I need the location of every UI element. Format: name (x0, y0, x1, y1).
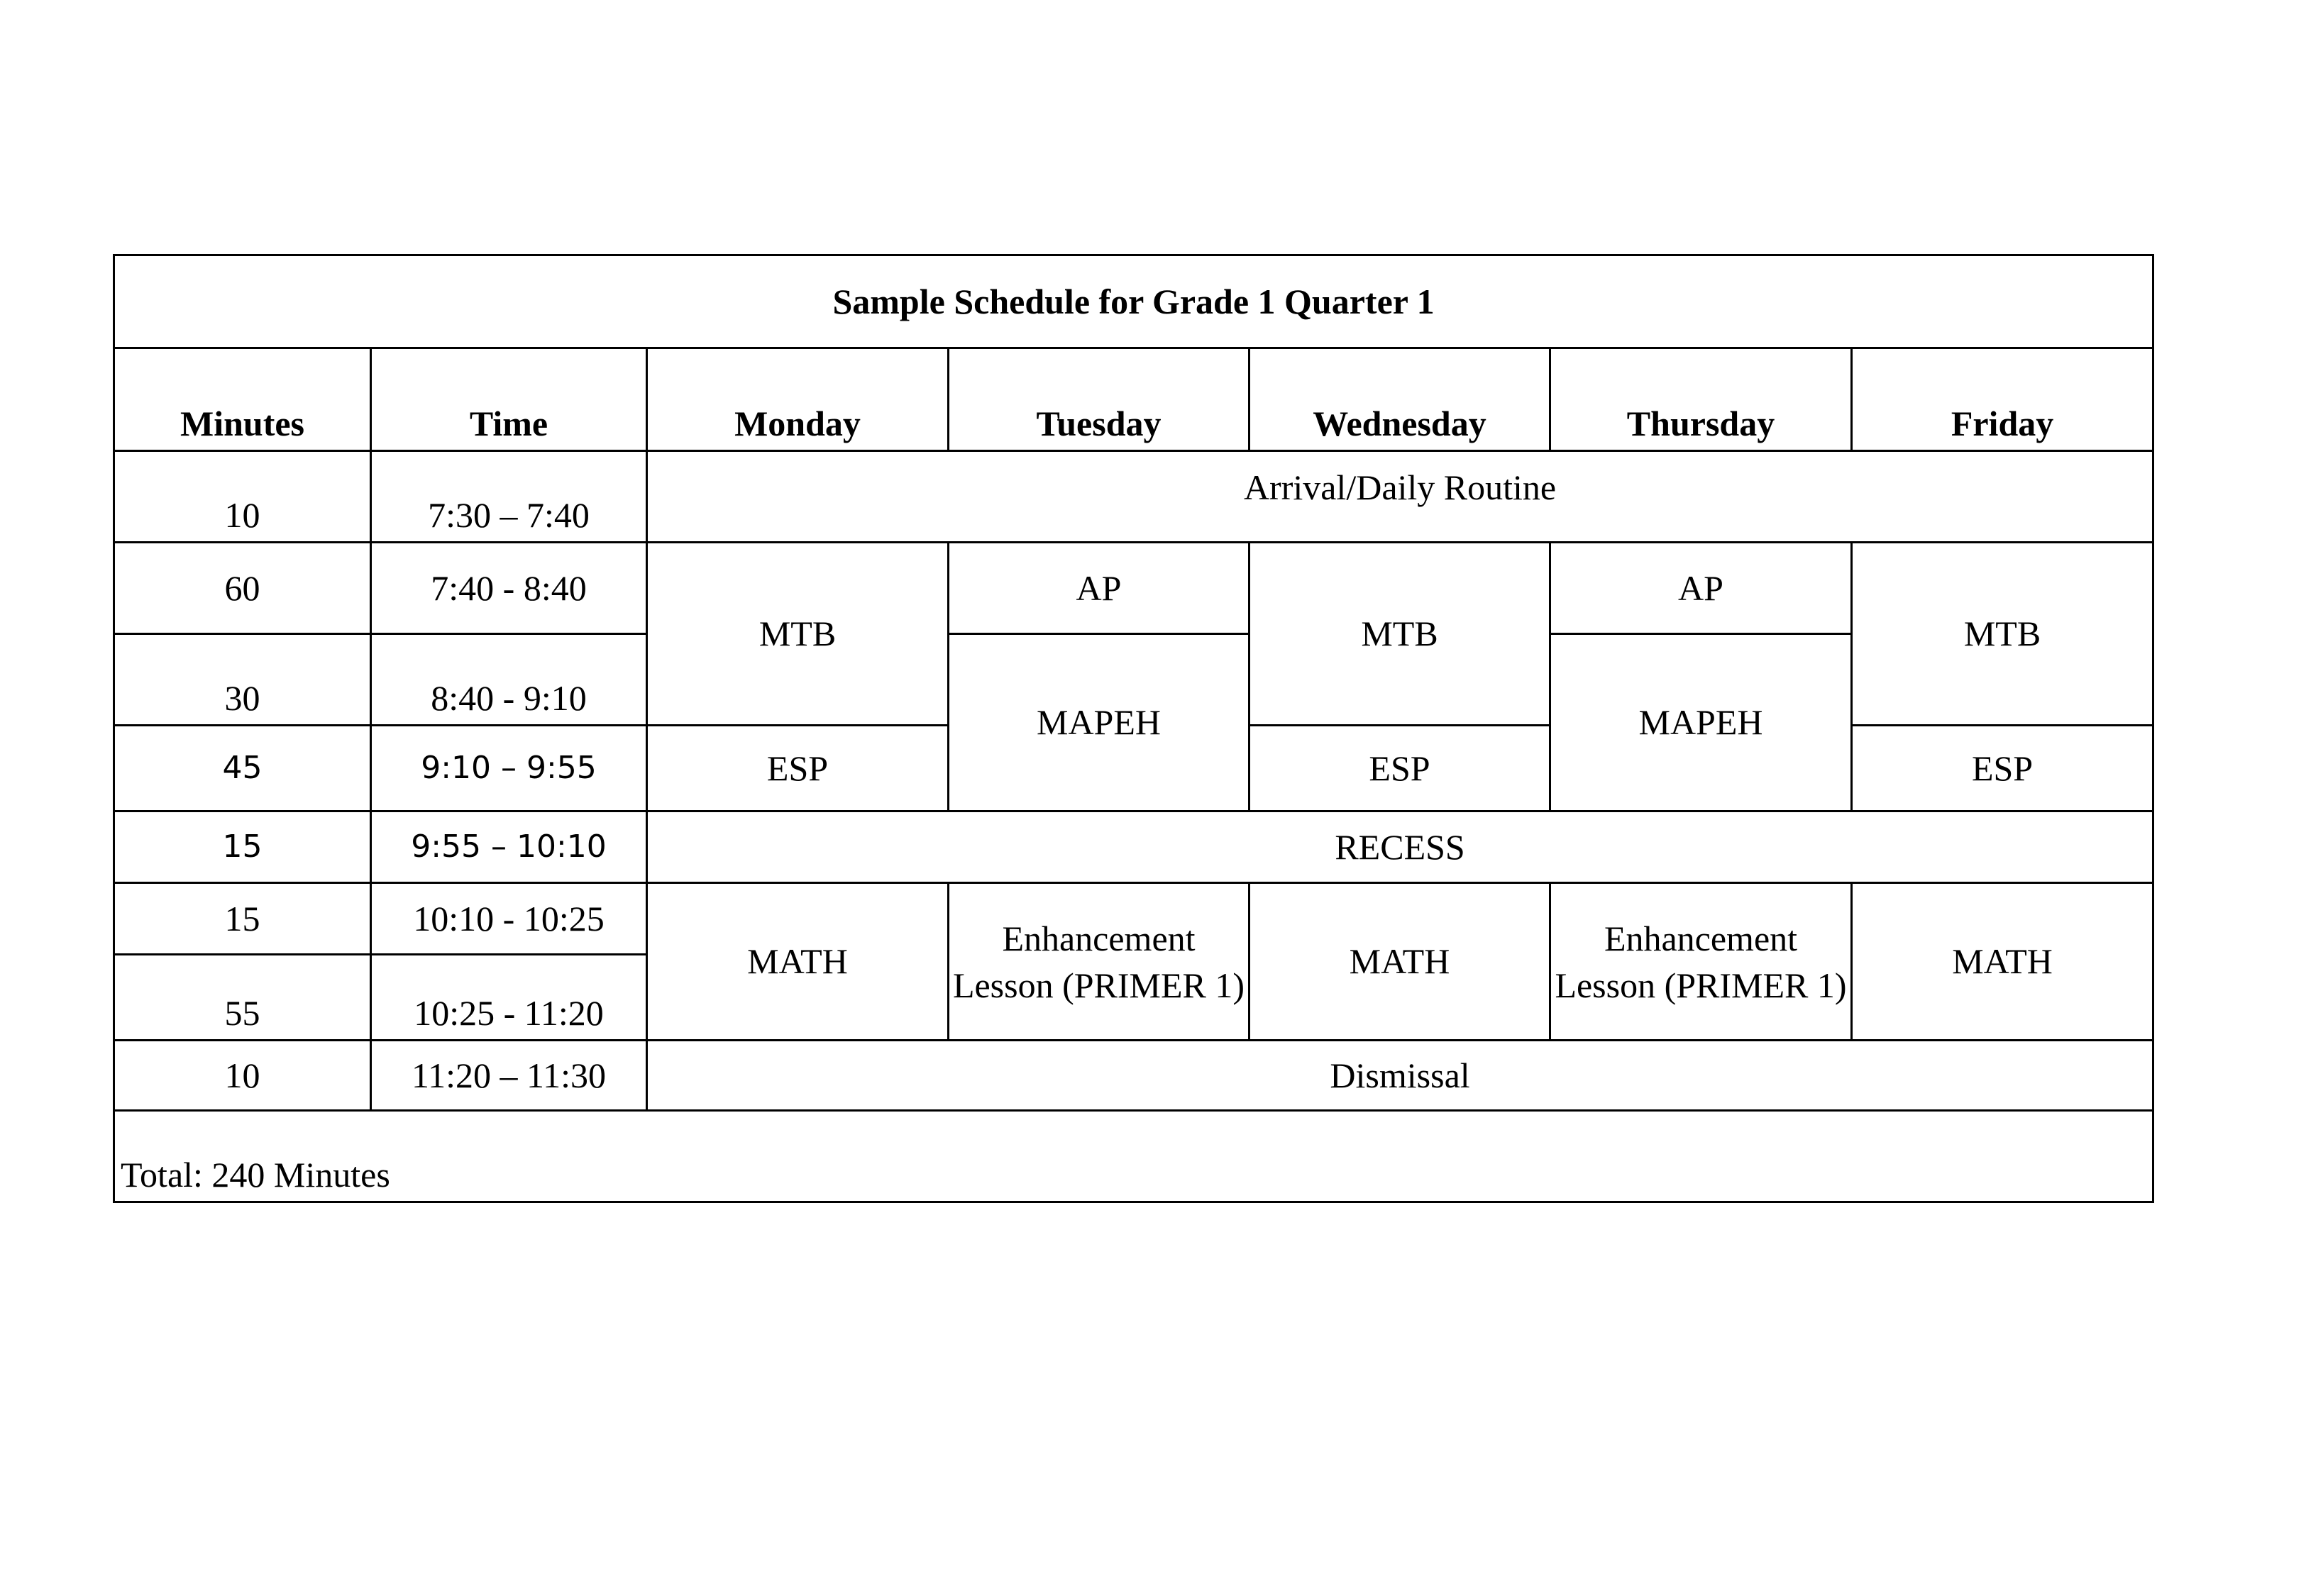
time-cell: 7:40 - 8:40 (371, 543, 647, 634)
header-tuesday: Tuesday (949, 348, 1249, 451)
table-row (114, 543, 2153, 634)
wednesday-math-cell: MATH (1249, 883, 1550, 1041)
minutes-cell: 15 (114, 883, 371, 955)
title-row (114, 255, 2153, 348)
minutes-cell: 60 (114, 543, 371, 634)
tuesday-ap-cell: AP (949, 543, 1249, 634)
monday-mtb-cell: MTB (647, 543, 949, 726)
header-thursday: Thursday (1550, 348, 1852, 451)
friday-esp-cell: ESP (1852, 726, 2153, 811)
minutes-cell: 10 (114, 1041, 371, 1111)
header-wednesday: Wednesday (1249, 348, 1550, 451)
minutes-cell: 45 (114, 726, 371, 811)
header-monday: Monday (647, 348, 949, 451)
dismissal-cell: Dismissal (647, 1041, 2153, 1111)
thursday-mapeh-cell: MAPEH (1550, 634, 1852, 811)
tuesday-enhancement-cell: Enhancement Lesson (PRIMER 1) (949, 883, 1249, 1041)
time-cell: 9:55 – 10:10 (371, 811, 647, 883)
table-row (114, 883, 2153, 955)
recess-cell: RECESS (647, 811, 2153, 883)
monday-esp-cell: ESP (647, 726, 949, 811)
minutes-cell: 30 (114, 634, 371, 726)
time-cell: 10:25 - 11:20 (371, 955, 647, 1041)
minutes-cell: 15 (114, 811, 371, 883)
schedule-title: Sample Schedule for Grade 1 Quarter 1 (114, 255, 2153, 348)
wednesday-esp-cell: ESP (1249, 726, 1550, 811)
total-row (114, 1111, 2153, 1202)
thursday-enhancement-cell: Enhancement Lesson (PRIMER 1) (1550, 883, 1852, 1041)
tuesday-mapeh-cell: MAPEH (949, 634, 1249, 811)
minutes-cell: 55 (114, 955, 371, 1041)
header-minutes: Minutes (114, 348, 371, 451)
time-cell: 7:30 – 7:40 (371, 451, 647, 543)
header-friday: Friday (1852, 348, 2153, 451)
table-row (114, 811, 2153, 883)
header-row (114, 348, 2153, 451)
monday-math-cell: MATH (647, 883, 949, 1041)
table-row (114, 634, 2153, 726)
time-cell: 8:40 - 9:10 (371, 634, 647, 726)
friday-mtb-cell: MTB (1852, 543, 2153, 726)
arrival-cell: Arrival/Daily Routine (647, 451, 2153, 543)
table-row (114, 451, 2153, 543)
time-cell: 10:10 - 10:25 (371, 883, 647, 955)
friday-math-cell: MATH (1852, 883, 2153, 1041)
minutes-cell: 10 (114, 451, 371, 543)
time-cell: 11:20 – 11:30 (371, 1041, 647, 1111)
time-cell: 9:10 – 9:55 (371, 726, 647, 811)
header-time: Time (371, 348, 647, 451)
table-row (114, 1041, 2153, 1111)
total-minutes: Total: 240 Minutes (114, 1111, 2153, 1202)
wednesday-mtb-cell: MTB (1249, 543, 1550, 726)
schedule-table (113, 254, 2154, 1203)
thursday-ap-cell: AP (1550, 543, 1852, 634)
